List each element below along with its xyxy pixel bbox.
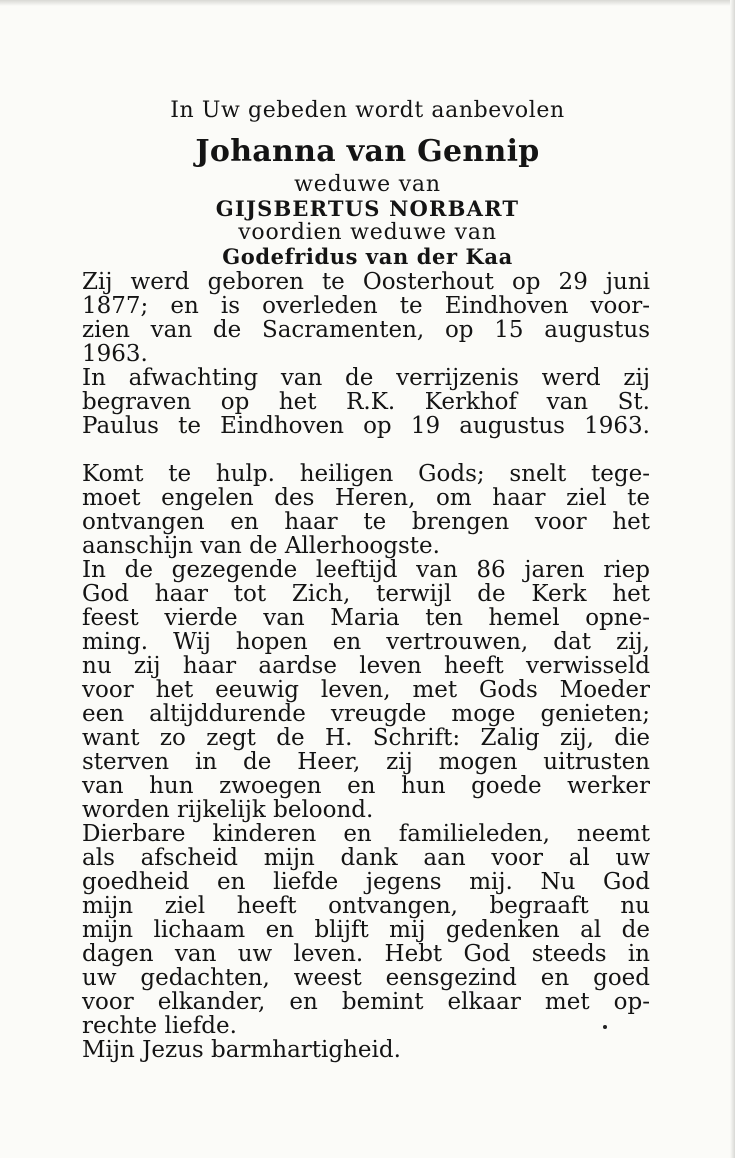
prayer-line: mijn lichaam en blijft mij gedenken al de [82,917,650,943]
closing-line: Mijn Jezus barmhartigheid. [82,1037,401,1063]
previously-widow-of-line: voordien weduwe van [238,220,497,245]
prayer-line: worden rijkelijk beloond. [82,797,374,823]
card-top-edge [0,0,735,6]
prayer-line: feest vierde van Maria ten hemel opne- [82,605,650,631]
prayer-line: In de gezegende leeftijd van 86 jaren riep [82,557,650,583]
prayer-line: van hun zwoegen en hun goede werker [82,773,650,799]
prayer-line: dagen van uw leven. Hebt God steeds in [82,941,650,967]
intro-line: In Uw gebeden wordt aanbevolen [170,98,565,123]
prayer-line: als afscheid mijn dank aan voor al uw [82,845,650,871]
prayer-line: Komt te hulp. heiligen Gods; snelt tege- [82,461,650,487]
prayer-line: ontvangen en haar te brengen voor het [82,509,650,535]
prayer-line: God haar tot Zich, terwijl de Kerk het [82,581,650,607]
prayer-line: een altijddurende vreugde moge genieten; [82,701,650,727]
prayer-line: ming. Wij hopen en vertrouwen, dat zij, [82,629,650,655]
prayer-line: want zo zegt de H. Schrift: Zalig zij, die [82,725,650,751]
prayer-line: voor elkander, en bemint elkaar met op- [82,989,650,1015]
biography-line: In afwachting van de verrijzenis werd zij [82,365,650,391]
prayer-line: sterven in de Heer, zij mogen uitrusten [82,749,650,775]
biography-line: 1877; en is overleden te Eindhoven voor- [82,293,650,319]
biography-line: begraven op het R.K. Kerkhof van St. [82,389,650,415]
prayer-line: aanschijn van de Allerhoogste. [82,533,440,559]
biography-line: Paulus te Eindhoven op 19 augustus 1963. [82,413,650,439]
widow-of-line: weduwe van [294,172,441,197]
second-husband-name: Godefridus van der Kaa [222,244,513,269]
prayer-line: nu zij haar aardse leven heeft verwisseld [82,653,650,679]
prayer-line: rechte liefde. [82,1013,237,1039]
deceased-name: Johanna van Gennip [195,134,540,169]
prayer-line: uw gedachten, weest eensgezind en goed [82,965,650,991]
biography-line: zien van de Sacramenten, op 15 augustus [82,317,650,343]
prayer-line: Dierbare kinderen en familieleden, neemt [82,821,650,847]
ink-dot [603,1025,607,1029]
prayer-line: moet engelen des Heren, om haar ziel te [82,485,650,511]
biography-line: 1963. [82,341,148,367]
prayer-line: mijn ziel heeft ontvangen, begraaft nu [82,893,650,919]
first-husband-name: GIJSBERTUS NORBART [215,196,520,221]
prayer-line: goedheid en liefde jegens mij. Nu God [82,869,650,895]
biography-line: Zij werd geboren te Oosterhout op 29 juni [82,269,650,295]
prayer-line: voor het eeuwig leven, met Gods Moeder [82,677,650,703]
